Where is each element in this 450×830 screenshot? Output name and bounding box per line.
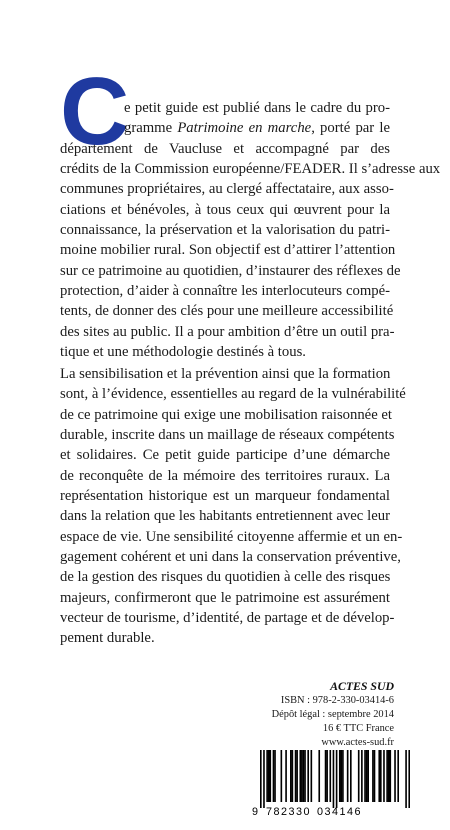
barcode-bar — [325, 750, 327, 802]
barcode-bar — [285, 750, 287, 802]
text-line: majeurs, confirmeront que le patrimoine est assurément — [60, 589, 390, 606]
barcode-bar — [318, 750, 320, 802]
text-line: La sensibilisation et la prévention ainsi que la formation — [60, 366, 391, 382]
barcode-bar — [366, 750, 368, 802]
barcode-bar — [378, 750, 380, 802]
text-line: espace de vie. Une sensibilité citoyenne affermie et un en- — [60, 528, 403, 545]
text-line: e petit guide est publié dans le cadre du pro- — [124, 100, 390, 116]
barcode-bar — [336, 750, 338, 808]
barcode-group-2: 034146 — [317, 806, 363, 818]
barcode-bar — [292, 750, 294, 802]
text-fragment: gramme — [124, 120, 178, 137]
text-line: sur ce patrimoine au quotidien, d’instaurer des réflexes de — [60, 262, 401, 279]
publisher-imprint — [272, 678, 394, 750]
barcode-bar — [341, 750, 343, 802]
barcode-bar — [350, 750, 352, 802]
text-line: gagement cohérent et uni dans la conservation préventive, — [60, 549, 401, 566]
barcode-bar — [303, 750, 305, 802]
barcode-bar — [347, 750, 349, 802]
barcode-bar — [342, 750, 344, 802]
barcode-bar — [372, 750, 374, 802]
barcode-bar — [290, 750, 292, 802]
price-text: 16 € TTC France — [322, 723, 394, 734]
barcode-bar — [296, 750, 298, 802]
barcode-digits — [252, 806, 412, 818]
barcode-bar — [326, 750, 328, 802]
barcode-bar — [333, 750, 335, 808]
website-text: www.actes-sud.fr — [321, 737, 394, 748]
barcode-bar — [268, 750, 270, 802]
text-line: dans la relation que les habitants entretiennent avec leur — [60, 508, 390, 525]
text-line: représentation historique est un marqueur fondamental — [60, 488, 390, 505]
barcode-bar — [383, 750, 385, 802]
text-line: protection, d’aider à connaître les interlocuteurs compé- — [60, 283, 390, 300]
text-line: département de Vaucluse et accompagné par des — [60, 140, 390, 157]
barcode-bar — [361, 750, 363, 802]
body-paragraph — [60, 364, 406, 649]
barcode-bar — [295, 750, 297, 802]
barcode-bar — [260, 750, 262, 808]
barcode-bar — [269, 750, 271, 802]
barcode-bar — [388, 750, 390, 802]
barcode-bar — [263, 750, 265, 808]
text-line: connaissance, la préservation et la valorisation du patri- — [60, 222, 390, 239]
intro-paragraph — [60, 98, 441, 362]
barcode-bar — [374, 750, 376, 802]
drop-cap: C — [60, 58, 128, 165]
isbn-text: ISBN : 978-2-330-03414-6 — [280, 695, 394, 706]
barcode-bar — [301, 750, 303, 802]
text-line: de reconquête de la mémoire des territoires ruraux. La — [60, 467, 390, 484]
barcode-bar — [339, 750, 341, 802]
barcode-group-1: 782330 — [266, 806, 312, 818]
text-line: durable, inscrite dans un maillage de réseaux compétents — [60, 427, 395, 444]
barcode-bar — [266, 750, 268, 802]
text-line — [60, 118, 390, 138]
barcode-bar — [380, 750, 382, 802]
text-line: vecteur de tourisme, d’identité, de partage et de dévelop- — [60, 610, 395, 627]
programme-name: Patrimoine en marche — [177, 120, 312, 137]
legal-deposit-text: Dépôt légal : septembre 2014 — [271, 709, 394, 720]
text-line: tents, de donner des clés pour une meilleure accessibilité — [60, 303, 394, 320]
text-line: crédits de la Commission européenne/FEADER. Il s’adresse aux — [60, 161, 441, 178]
text-line: tique et une méthodologie destinés à tous. — [60, 344, 306, 361]
text-line: des sites au public. Il a pour ambition d’être un outil pra- — [60, 323, 395, 340]
barcode-bar — [367, 750, 369, 802]
barcode-bar — [405, 750, 407, 808]
barcode-bar — [311, 750, 313, 802]
barcode-bar — [274, 750, 276, 802]
isbn-barcode — [260, 750, 410, 808]
barcode-bar — [329, 750, 331, 802]
barcode-bar — [397, 750, 399, 802]
publisher-name: ACTES SUD — [330, 679, 394, 693]
barcode-bar — [394, 750, 396, 802]
text-line: sont, à l’évidence, essentielles au regard de la vulnérabilité — [60, 386, 406, 403]
text-fragment: , porté par le — [311, 120, 390, 137]
text-line: et solidaires. Ce petit guide participe d’une démarche — [60, 447, 390, 464]
barcode-bar — [273, 750, 275, 802]
barcode-bar — [389, 750, 391, 802]
text-line: communes propriétaires, au clergé affectataire, aux asso- — [60, 181, 394, 198]
text-line: de la gestion des risques du quotidien à celle des risques — [60, 569, 391, 586]
barcode-bar — [358, 750, 360, 802]
barcode-bar — [364, 750, 366, 802]
text-line: ciations et bénévoles, à tous ceux qui œuvrent pour la — [60, 201, 390, 218]
barcode-bar — [281, 750, 283, 802]
barcode-bar — [307, 750, 309, 802]
text-line: moine mobilier rural. Son objectif est d’attirer l’attention — [60, 242, 396, 259]
barcode-bar — [408, 750, 410, 808]
text-line: de ce patrimoine qui exige une mobilisation raisonnée et — [60, 406, 392, 423]
barcode-bar — [386, 750, 388, 802]
barcode-bar — [304, 750, 306, 802]
text-line: pement durable. — [60, 630, 155, 647]
barcode-bar — [299, 750, 301, 802]
barcode-lead-digit: 9 — [252, 806, 260, 818]
